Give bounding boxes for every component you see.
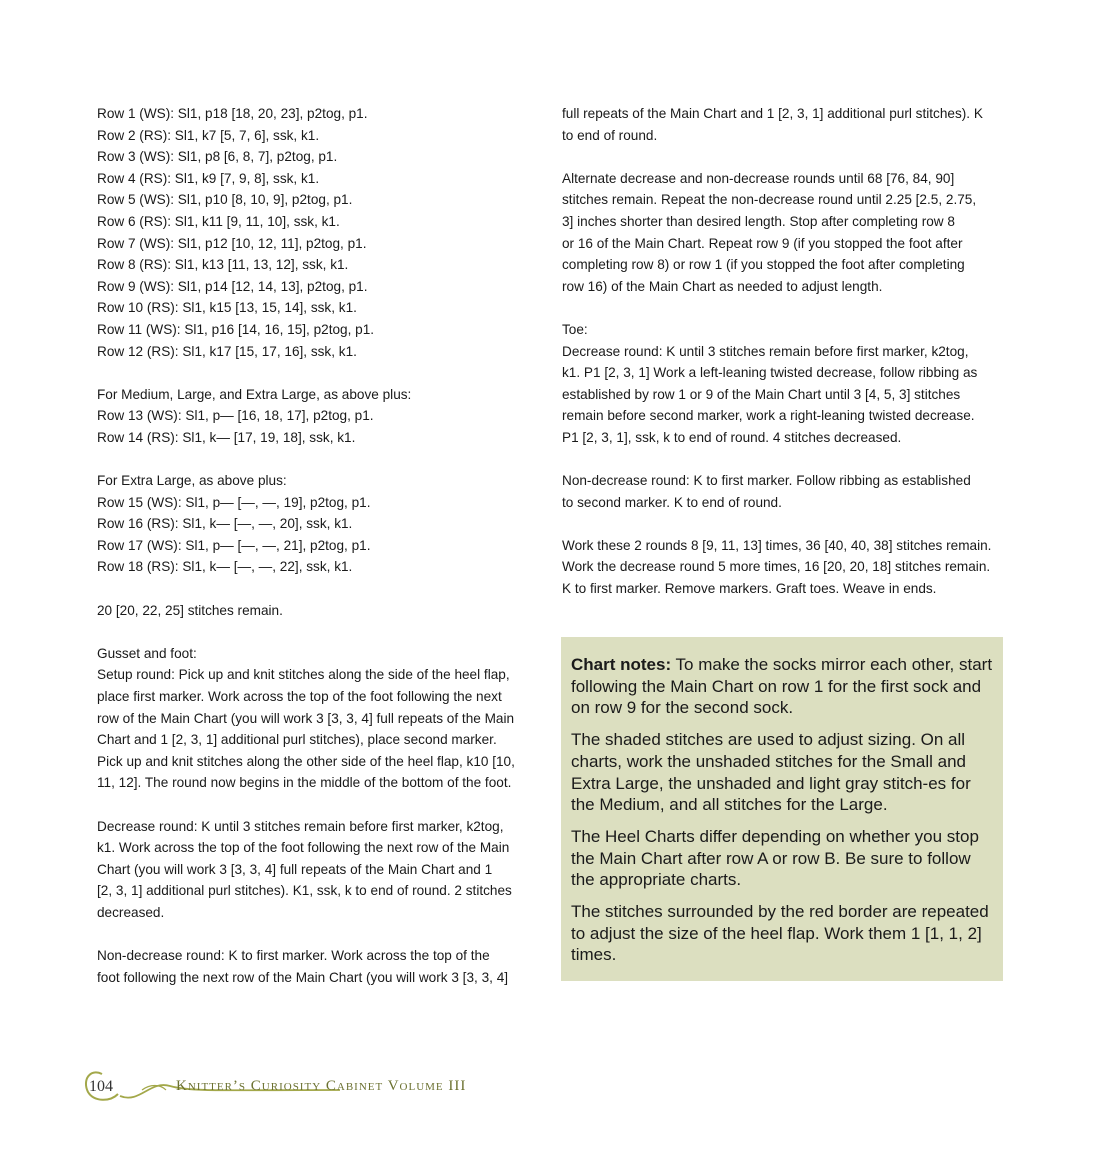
paragraph-gap xyxy=(97,924,542,946)
text-line: Row 15 (WS): Sl1, p— [—, —, 19], p2tog, p1. xyxy=(97,494,371,510)
paragraph-gap xyxy=(97,578,542,600)
text-line: Row 17 (WS): Sl1, p— [—, —, 21], p2tog, p1. xyxy=(97,537,371,553)
paragraph-gap xyxy=(97,621,542,643)
text-line: Row 16 (RS): Sl1, k— [—, —, 20], ssk, k1. xyxy=(97,516,353,532)
text-line: Chart (you will work 3 [3, 3, 4] full repeats of the Main Chart and 1 xyxy=(97,861,493,877)
text-line: Row 11 (WS): Sl1, p16 [14, 16, 15], p2tog, p1. xyxy=(97,321,375,337)
text-line: Non-decrease round: K to first marker. Work across the top of the xyxy=(97,948,490,964)
page-footer xyxy=(80,1060,580,1110)
text-line: Row 10 (RS): Sl1, k15 [13, 15, 14], ssk, k1. xyxy=(97,300,357,316)
text-line: Decrease round: K until 3 stitches remain before first marker, k2tog, xyxy=(562,343,969,359)
text-line: completing row 8) or row 1 (if you stopped the foot after completing xyxy=(562,257,965,273)
paragraph-gap xyxy=(97,794,542,816)
text-line: 11, 12]. The round now begins in the middle of the bottom of the foot. xyxy=(97,775,512,791)
chart-notes-paragraph-3: The Heel Charts differ depending on whether you stop the Main Chart after row A or row B. Be sure to follow the appropriate charts. xyxy=(571,826,979,890)
text-line: Toe: xyxy=(562,321,588,337)
text-line: Pick up and knit stitches along the other side of the heel flap, k10 [10, xyxy=(97,753,515,769)
text-line: Chart and 1 [2, 3, 1] additional purl stitches), place second marker. xyxy=(97,732,497,748)
text-line: Work the decrease round 5 more times, 16 [20, 20, 18] stitches remain. xyxy=(562,559,991,575)
text-line: Row 7 (WS): Sl1, p12 [10, 12, 11], p2tog, p1. xyxy=(97,235,367,251)
text-line: remain before second marker, work a right-leaning twisted decrease. xyxy=(562,408,975,424)
text-line: Row 4 (RS): Sl1, k9 [7, 9, 8], ssk, k1. xyxy=(97,170,320,186)
text-line: Decrease round: K until 3 stitches remain before first marker, k2tog, xyxy=(97,818,504,834)
chart-notes-paragraph-1 xyxy=(571,654,993,719)
text-line: Gusset and foot: xyxy=(97,645,197,661)
paragraph-gap xyxy=(562,146,1007,168)
right-text-column xyxy=(562,103,1007,600)
text-line: established by row 1 or 9 of the Main Chart until 3 [4, 5, 3] stitches xyxy=(562,386,961,402)
text-line: row 16) of the Main Chart as needed to adjust length. xyxy=(562,278,883,294)
chart-notes-box xyxy=(561,637,1003,981)
paragraph-gap xyxy=(97,449,542,471)
text-line: decreased. xyxy=(97,904,165,920)
text-line: 3] inches shorter than desired length. Stop after completing row 8 xyxy=(562,213,955,229)
paragraph-gap xyxy=(97,362,542,384)
text-line: Row 13 (WS): Sl1, p— [16, 18, 17], p2tog, p1. xyxy=(97,408,374,424)
text-line: [2, 3, 1] additional purl stitches). K1, ssk, k to end of round. 2 stitches xyxy=(97,883,512,899)
text-line: Row 3 (WS): Sl1, p8 [6, 8, 7], p2tog, p1. xyxy=(97,149,338,165)
text-line: Row 12 (RS): Sl1, k17 [15, 17, 16], ssk, k1. xyxy=(97,343,357,359)
chart-notes-text-1: To make the socks mirror each other, start following the Main Chart on row 1 for the first sock and on row 9 for the second sock. xyxy=(571,655,993,718)
text-line: foot following the next row of the Main Chart (you will work 3 [3, 3, 4] xyxy=(97,969,509,985)
text-line: Non-decrease round: K to first marker. Follow ribbing as established xyxy=(562,473,971,489)
text-line: Row 5 (WS): Sl1, p10 [8, 10, 9], p2tog, p1. xyxy=(97,192,353,208)
text-line: Row 18 (RS): Sl1, k— [—, —, 22], ssk, k1. xyxy=(97,559,353,575)
text-line: Setup round: Pick up and knit stitches along the side of the heel flap, xyxy=(97,667,510,683)
text-line: place first marker. Work across the top of the foot following the next xyxy=(97,689,502,705)
text-line: Row 6 (RS): Sl1, k11 [9, 11, 10], ssk, k1. xyxy=(97,213,340,229)
text-line: k1. P1 [2, 3, 1] Work a left-leaning twisted decrease, follow ribbing as xyxy=(562,365,978,381)
left-text-column xyxy=(97,103,542,988)
text-line: Work these 2 rounds 8 [9, 11, 13] times, 36 [40, 40, 38] stitches remain. xyxy=(562,537,992,553)
text-line: row of the Main Chart (you will work 3 [3, 3, 4] full repeats of the Main xyxy=(97,710,515,726)
text-line: Row 1 (WS): Sl1, p18 [18, 20, 23], p2tog, p1. xyxy=(97,106,368,121)
text-line: stitches remain. Repeat the non-decrease round until 2.25 [2.5, 2.75, xyxy=(562,192,977,208)
paragraph-gap xyxy=(562,513,1007,535)
text-line: 20 [20, 22, 25] stitches remain. xyxy=(97,602,283,618)
text-line: to second marker. K to end of round. xyxy=(562,494,782,510)
text-line: P1 [2, 3, 1], ssk, k to end of round. 4 stitches decreased. xyxy=(562,429,902,445)
chart-notes-paragraph-4: The stitches surrounded by the red border are repeated to adjust the size of the heel flap. Work them 1 [1, 1, 2] times. xyxy=(571,902,989,965)
text-line: full repeats of the Main Chart and 1 [2, 3, 1] additional purl stitches). K xyxy=(562,106,983,121)
text-line: or 16 of the Main Chart. Repeat row 9 (if you stopped the foot after xyxy=(562,235,963,251)
text-line: K to first marker. Remove markers. Graft toes. Weave in ends. xyxy=(562,581,937,597)
paragraph-gap xyxy=(562,297,1007,319)
text-line: For Extra Large, as above plus: xyxy=(97,473,287,489)
page-number: 104 xyxy=(89,1078,113,1095)
paragraph-gap xyxy=(562,449,1007,471)
book-title: Knitter’s Curiosity Cabinet Volume III xyxy=(176,1078,467,1094)
text-line: Row 9 (WS): Sl1, p14 [12, 14, 13], p2tog, p1. xyxy=(97,278,368,294)
text-line: Row 14 (RS): Sl1, k— [17, 19, 18], ssk, k1. xyxy=(97,429,356,445)
text-line: to end of round. xyxy=(562,127,658,143)
text-line: Row 2 (RS): Sl1, k7 [5, 7, 6], ssk, k1. xyxy=(97,127,320,143)
text-line: k1. Work across the top of the foot following the next row of the Main xyxy=(97,840,510,856)
chart-notes-heading: Chart notes: xyxy=(571,655,672,674)
text-line: For Medium, Large, and Extra Large, as above plus: xyxy=(97,386,412,402)
chart-notes-paragraph-2: The shaded stitches are used to adjust sizing. On all charts, work the unshaded stitches for the Small and Extra Large, the unshaded and light gray stitch-es for the Medium, and all stitches for the Large. xyxy=(571,730,971,815)
text-line: Alternate decrease and non-decrease rounds until 68 [76, 84, 90] xyxy=(562,170,955,186)
text-line: Row 8 (RS): Sl1, k13 [11, 13, 12], ssk, k1. xyxy=(97,257,349,273)
